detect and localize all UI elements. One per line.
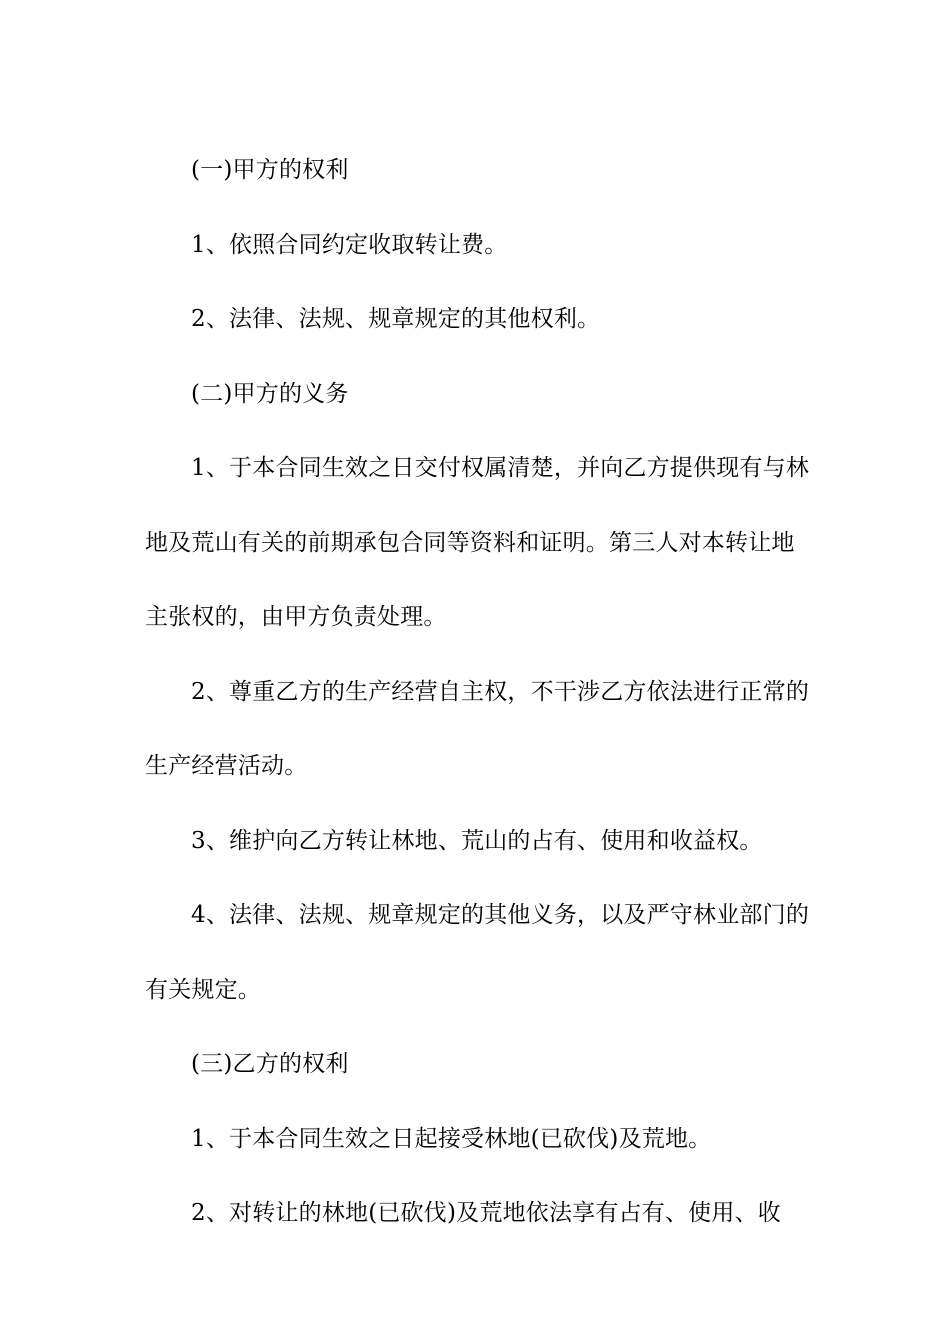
paragraph-item: 2、法律、法规、规章规定的其他权利。 <box>191 306 601 332</box>
paragraph-item: 1、于本合同生效之日起接受林地(已砍伐)及荒地。 <box>191 1125 712 1152</box>
section-heading-party-a-obligations: (二)甲方的义务 <box>191 380 349 407</box>
paragraph-item: 3、维护向乙方转让林地、荒山的占有、使用和收益权。 <box>191 827 763 854</box>
paragraph-item: 1、于本合同生效之日交付权属清楚，并向乙方提供现有与林地及荒山有关的前期承包合同等资料和证明。第三人对本转让地主张权的，由甲方负责处理。 <box>145 455 810 630</box>
document-body <box>145 133 810 1251</box>
paragraph-item: 2、尊重乙方的生产经营自主权，不干涉乙方依法进行正常的生产经营活动。 <box>145 678 810 779</box>
paragraph-item: 4、法律、法规、规章规定的其他义务，以及严守林业部门的有关规定。 <box>145 902 810 1003</box>
section-heading-party-a-rights: (一)甲方的权利 <box>191 157 349 183</box>
section-heading-party-b-rights: (三)乙方的权利 <box>191 1051 349 1077</box>
paragraph-item: 1、依照合同约定收取转让费。 <box>191 231 508 258</box>
paragraph-item: 2、对转让的林地(已砍伐)及荒地依法享有占有、使用、收 <box>191 1200 781 1226</box>
